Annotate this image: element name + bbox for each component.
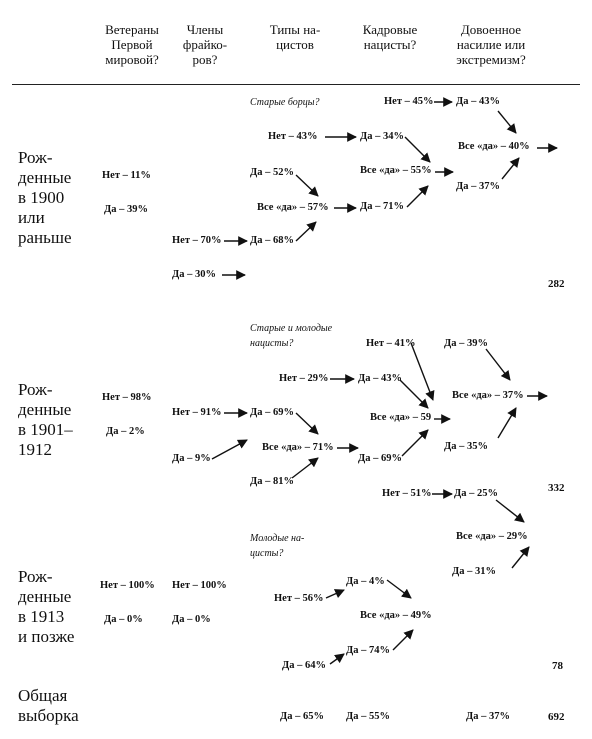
g2-types-yes2: Да – 81%: [250, 476, 294, 487]
header-nazi-types: Типы на- цистов: [269, 22, 321, 52]
arrow: [387, 580, 411, 598]
subhead-old-fighters: Старые борцы?: [250, 97, 320, 108]
header-veterans: Ветераны Первой мировой?: [105, 22, 159, 67]
g3-types-no: Нет – 56%: [274, 593, 324, 604]
g1-viol-yes: Да – 43%: [456, 96, 500, 107]
g1-viol-yes2: Да – 37%: [456, 181, 500, 192]
arrow: [411, 343, 433, 400]
overall-types: Да – 65%: [280, 711, 324, 722]
g3-vet-yes: Да – 0%: [104, 614, 143, 625]
arrow: [512, 547, 529, 568]
g3-viol-no: Нет – 51%: [382, 488, 432, 499]
header-freikorps: Члены фрайко- ров?: [182, 22, 228, 67]
g1-vet-yes: Да – 39%: [104, 204, 148, 215]
g3-cadre-yes: Да – 4%: [346, 576, 385, 587]
arrow: [405, 137, 430, 162]
subhead-old-young: Старые и молодые нацисты?: [250, 323, 333, 349]
g3-viol-all: Все «да» – 29%: [456, 531, 528, 542]
g1-total: 282: [548, 278, 565, 290]
g1-frei-yes: Да – 30%: [172, 269, 216, 280]
g2-cadre-yes: Да – 43%: [358, 373, 402, 384]
arrow: [498, 408, 516, 438]
arrow: [330, 654, 344, 664]
g2-vet-yes: Да – 2%: [106, 426, 145, 437]
g1-types-all: Все «да» – 57%: [257, 202, 329, 213]
g2-viol-yes: Да – 39%: [444, 338, 488, 349]
arrow: [498, 111, 516, 133]
arrow: [292, 458, 318, 478]
g3-cadre-yes2: Да – 74%: [346, 645, 390, 656]
header-violence: Довоенное насилие или экстремизм?: [456, 22, 526, 67]
g1-vet-no: Нет – 11%: [102, 170, 151, 181]
arrow: [400, 380, 428, 408]
arrow: [296, 222, 316, 241]
arrow: [212, 440, 247, 459]
arrow: [296, 413, 318, 434]
group-label-1901-1912: Рож- денные в 1901– 1912: [18, 380, 73, 459]
g2-total: 332: [548, 482, 565, 494]
g3-viol-yes: Да – 25%: [454, 488, 498, 499]
g2-cadre-yes2: Да – 69%: [358, 453, 402, 464]
g3-cadre-all: Все «да» – 49%: [360, 610, 432, 621]
arrow: [296, 175, 318, 196]
g1-cadre-no: Нет – 45%: [384, 96, 434, 107]
subhead-young: Молодые на- цисты?: [250, 533, 305, 559]
g3-vet-no: Нет – 100%: [100, 580, 155, 591]
g2-types-yes: Да – 69%: [250, 407, 294, 418]
g3-total: 78: [552, 660, 563, 672]
g2-cadre-all: Все «да» – 59: [370, 412, 432, 423]
overall-violence: Да – 37%: [466, 711, 510, 722]
group-label-1913: Рож- денные в 1913 и позже: [18, 567, 75, 646]
group-label-overall: Общая выборка: [18, 686, 79, 725]
g1-cadre-yes2: Да – 71%: [360, 201, 404, 212]
overall-cadre: Да – 55%: [346, 711, 390, 722]
g1-cadre-yes: Да – 34%: [360, 131, 404, 142]
group-label-1900: Рож- денные в 1900 или раньше: [18, 148, 72, 247]
arrow: [326, 590, 344, 598]
g2-types-no: Нет – 29%: [279, 373, 329, 384]
g2-types-all: Все «да» – 71%: [262, 442, 334, 453]
arrow: [502, 158, 519, 179]
arrow: [407, 186, 428, 207]
g2-cadre-no: Нет – 41%: [366, 338, 416, 349]
g2-frei-yes: Да – 9%: [172, 453, 211, 464]
g3-viol-yes2: Да – 31%: [452, 566, 496, 577]
g1-types-yes: Да – 52%: [250, 167, 294, 178]
g2-viol-all: Все «да» – 37%: [452, 390, 524, 401]
header-cadre: Кадровые нацисты?: [362, 22, 418, 52]
arrow: [402, 430, 428, 456]
g2-frei-no: Нет – 91%: [172, 407, 222, 418]
g3-frei-yes: Да – 0%: [172, 614, 211, 625]
g1-types-no: Нет – 43%: [268, 131, 318, 142]
arrow: [486, 349, 510, 380]
g3-frei-no: Нет – 100%: [172, 580, 227, 591]
g2-vet-no: Нет – 98%: [102, 392, 152, 403]
g1-cadre-all: Все «да» – 55%: [360, 165, 432, 176]
g2-viol-yes2: Да – 35%: [444, 441, 488, 452]
arrow: [496, 500, 524, 522]
arrow: [393, 630, 413, 650]
g1-frei-no: Нет – 70%: [172, 235, 222, 246]
g3-types-yes: Да – 64%: [282, 660, 326, 671]
g1-types-yes2: Да – 68%: [250, 235, 294, 246]
overall-total: 692: [548, 711, 565, 723]
g1-viol-all: Все «да» – 40%: [458, 141, 530, 152]
